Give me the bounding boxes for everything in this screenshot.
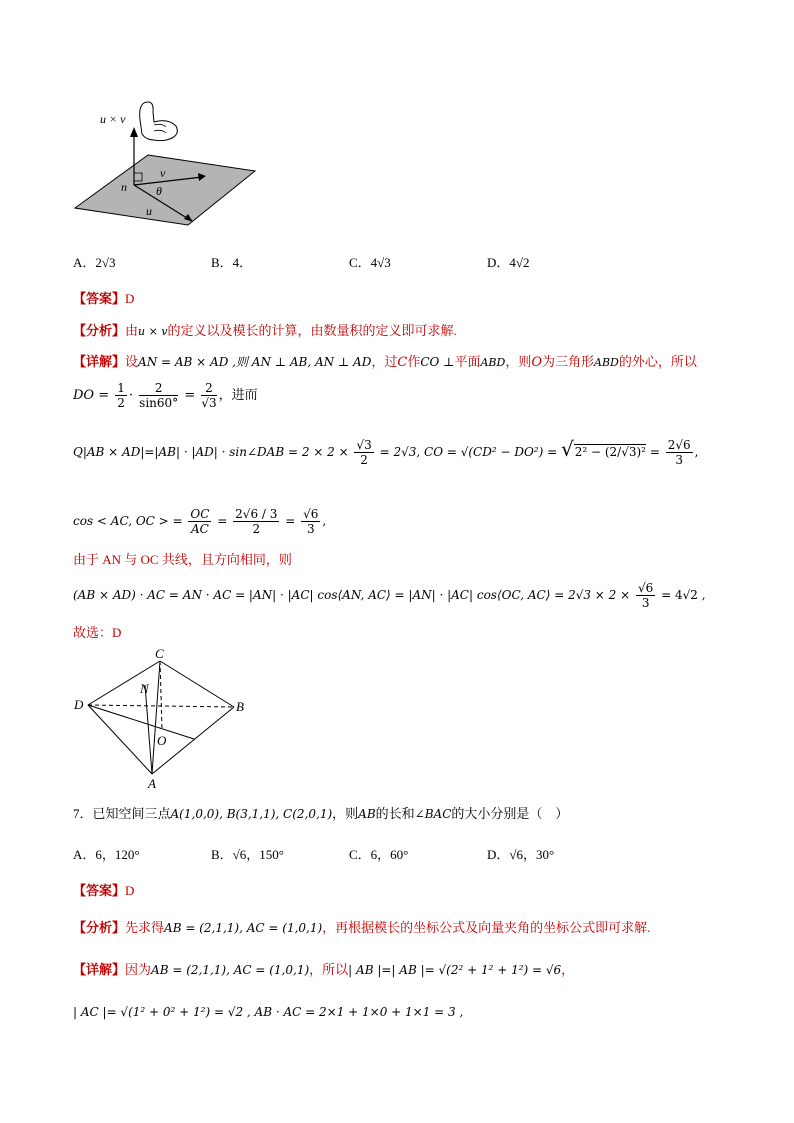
cos-result: [301, 507, 320, 536]
point-n-label: N: [140, 681, 149, 696]
answer-tag: 【答案】: [73, 883, 126, 898]
option-value: 6，60°: [370, 847, 409, 862]
frac-den: AC: [191, 522, 209, 536]
stem-text: 的长和: [375, 806, 415, 821]
q7-option-c: [349, 847, 408, 863]
choose-text: 故选：D: [73, 625, 122, 640]
last-line-text: | AC |= √(1² + 0² + 1²) = √2 , AB · AC = 2×1 + 1×0 + 1×1 = 3 ,: [73, 1005, 464, 1019]
answer-value: D: [125, 883, 135, 898]
detail-math: AB = (2,1,1), AC = (1,0,1): [151, 963, 310, 977]
stem-math: A(1,0,0), B(3,1,1), C(2,0,1): [170, 807, 333, 821]
uxv-label: u × v: [100, 112, 126, 126]
frac-den: sin60°: [139, 396, 179, 410]
q6-option-d: [487, 255, 530, 271]
q6-final-line: [73, 578, 706, 612]
option-letter: C．: [349, 847, 371, 862]
cos-end: ,: [322, 514, 327, 528]
frac-den: 2: [360, 453, 368, 467]
option-value: 4√3: [370, 255, 391, 270]
theta-label: θ: [156, 184, 162, 198]
detail-text: 设: [125, 354, 139, 369]
q6-analysis: [73, 323, 457, 340]
q-mid: = 2√3, CO = √(CD² − DO²) =: [379, 445, 558, 459]
frac-den: 3: [306, 522, 315, 536]
q-left: Q|AB × AD|=|AB| · |AD| · sin∠DAB = 2 × 2 ×: [73, 445, 349, 459]
analysis-text: 由: [125, 323, 139, 338]
q7-option-d: [487, 847, 554, 863]
analysis-tag: 【分析】: [73, 920, 126, 935]
stem-math: ∠BAC: [414, 807, 452, 821]
frac-num: 2√6 / 3: [235, 507, 278, 521]
q6-answer: [73, 291, 134, 307]
q7-answer: [73, 883, 134, 899]
detail-text: ，则: [505, 354, 532, 369]
equals: =: [217, 514, 228, 528]
frac-num: 2√6: [667, 438, 691, 452]
analysis-text: ，再根据模长的坐标公式及向量夹角的坐标公式即可求解.: [322, 920, 651, 935]
stem-text: 的大小分别是（ ）: [451, 806, 569, 821]
frac-num: 1: [117, 381, 125, 395]
q7-option-b: [211, 847, 284, 863]
vertex-c-label: C: [155, 647, 164, 661]
point-o-label: O: [157, 733, 167, 748]
q7-detail: [73, 962, 574, 978]
option-letter: B．: [211, 255, 233, 270]
q6-option-b: [211, 255, 252, 271]
frac-num: 2: [201, 381, 216, 396]
option-value: 2√3: [95, 255, 116, 270]
vertex-b-label: B: [236, 699, 244, 714]
option-letter: D．: [487, 847, 510, 862]
detail-text: ，所以: [309, 962, 349, 977]
analysis-math: u × v: [138, 325, 168, 338]
do-left: DO =: [73, 388, 110, 403]
option-value: 4√2: [509, 255, 530, 270]
cos-left: cos < AC, OC > =: [73, 514, 183, 528]
option-letter: A．: [73, 847, 96, 862]
answer-value: D: [125, 291, 135, 306]
detail-math: O: [531, 355, 543, 370]
frac-den: 2: [252, 522, 261, 536]
stem-math: AB: [358, 807, 376, 821]
q7-option-a: [73, 847, 140, 863]
equals: =: [184, 388, 196, 403]
detail-tag: 【详解】: [73, 962, 126, 977]
stem-text: 7．已知空间三点: [73, 806, 171, 821]
option-value: 4．: [232, 255, 253, 270]
q6-detail-line1: [73, 354, 697, 371]
n-label: n: [121, 180, 127, 194]
option-value: √6，30°: [509, 847, 555, 862]
analysis-tag: 【分析】: [73, 323, 126, 338]
option-letter: D．: [487, 255, 510, 270]
dot: ·: [128, 388, 134, 403]
detail-text: 因为: [125, 962, 152, 977]
detail-tag: 【详解】: [73, 354, 126, 369]
frac-num: 2: [139, 381, 178, 396]
detail-math: C: [397, 355, 408, 370]
detail-math: CO ⊥: [420, 355, 455, 369]
detail-text: 作: [407, 354, 421, 369]
cross-product-figure: [70, 95, 260, 230]
final-left: (AB × AD) · AC = AN · AC = |AN| · |AC| cos⟨AN, AC⟩ = |AN| · |AC| cos⟨OC, AC⟩ = 2√3 × 2 ×: [73, 588, 631, 602]
option-value: 6，120°: [95, 847, 140, 862]
detail-math: ABD: [594, 356, 619, 369]
sin-fraction: [139, 381, 178, 410]
frac-num: √3: [356, 438, 372, 452]
analysis-text: 先求得: [125, 920, 165, 935]
frac-den: 3: [675, 453, 683, 467]
do-tail: ，进而: [218, 388, 258, 403]
q7-last-line: [73, 1004, 463, 1020]
half-fraction: [115, 381, 127, 410]
detail-math: ABD: [480, 356, 506, 369]
option-letter: C．: [349, 255, 371, 270]
detail-math: | AB |=| AB |= √(2² + 1² + 1²) = √6: [348, 963, 562, 977]
q6-q-line: Q|AB × AD|=|AB| · |AD| · sin∠DAB = 2 × 2 × $\frac{√3}{2}$ = 2√3, CO = √(CD² − DO²) = √2² − (2/√3)² = $\frac{2√6}{3}$ ,: [73, 437, 699, 467]
final-fraction: [636, 581, 655, 610]
since-text: 由于 AN 与 OC 共线，且方向相同，则: [73, 552, 292, 567]
frac-den: 2: [117, 396, 125, 410]
detail-text: ，过: [371, 354, 398, 369]
analysis-math: AB = (2,1,1), AC = (1,0,1): [164, 921, 323, 935]
q6-since-line: [73, 552, 292, 568]
stem-text: ，则: [332, 806, 359, 821]
q6-do-line: [73, 381, 258, 411]
detail-text: ，: [561, 962, 575, 977]
option-letter: B．: [211, 847, 233, 862]
sqrt3-half: [354, 438, 373, 467]
detail-text: 为三角形: [542, 354, 595, 369]
v-label: v: [160, 166, 166, 180]
q6-cos-line: [73, 490, 326, 552]
detail-text: 的外心，所以: [618, 354, 697, 369]
q6-option-c: [349, 255, 391, 271]
q-sqrt: 2² − (2/√3)²: [574, 445, 646, 459]
frac-den: √3: [201, 396, 217, 410]
frac-num: OC: [190, 507, 210, 521]
q7-analysis: [73, 920, 650, 936]
detail-text: 平面: [454, 354, 481, 369]
result-fraction: [201, 381, 216, 410]
q-result: [666, 438, 693, 467]
u-label: u: [146, 204, 152, 218]
q6-option-a: [73, 255, 116, 271]
frac-num: √6: [638, 581, 654, 595]
equals: =: [285, 514, 296, 528]
answer-tag: 【答案】: [73, 291, 126, 306]
nested-fraction: [233, 507, 279, 536]
pyramid-figure: [70, 647, 260, 792]
oc-ac-fraction: [188, 507, 211, 536]
q-end: ,: [694, 445, 699, 459]
vertex-d-label: D: [74, 697, 84, 712]
frac-den: 3: [641, 596, 650, 610]
vertex-a-label: A: [148, 776, 156, 791]
analysis-text: 的定义以及模长的计算，由数量积的定义即可求解.: [167, 323, 457, 338]
option-letter: A．: [73, 255, 96, 270]
detail-math: AN = AB × AD ,则 AN ⊥ AB, AN ⊥ AD: [138, 355, 372, 369]
option-value: √6，150°: [232, 847, 285, 862]
q6-choose: [73, 625, 121, 641]
frac-num: √6: [303, 507, 319, 521]
hand-icon: [140, 102, 178, 141]
final-end: = 4√2 ,: [661, 588, 706, 602]
q7-stem: [73, 806, 568, 822]
